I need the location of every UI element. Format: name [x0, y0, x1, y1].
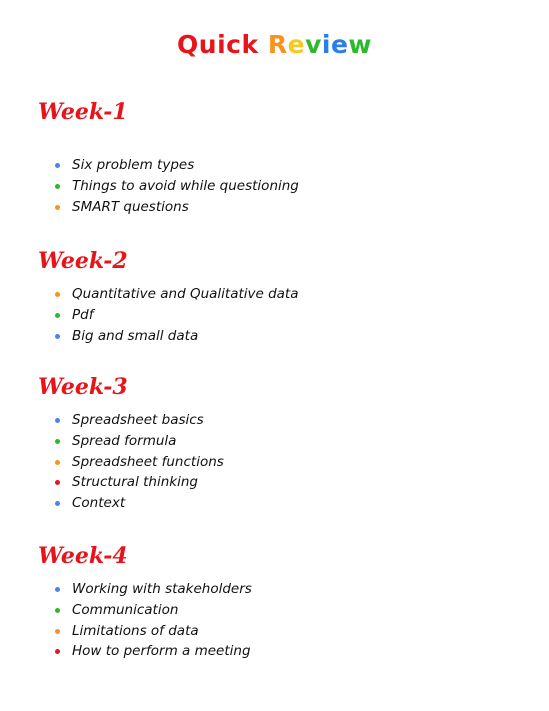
item-text: Spread formula: [72, 432, 177, 449]
week-heading: Week-4: [38, 543, 128, 569]
week-heading: Week-2: [38, 248, 128, 274]
bullet-dot-icon: [55, 334, 60, 339]
week-1-section: [38, 99, 299, 217]
title-letter: v: [305, 30, 322, 59]
bullet-dot-icon: [55, 629, 60, 634]
list-item: [38, 176, 299, 197]
bullet-dot-icon: [55, 163, 60, 168]
list-item: [38, 197, 299, 218]
page-title: [0, 30, 549, 59]
item-text: Things to avoid while questioning: [72, 177, 299, 194]
title-letter: i: [217, 30, 227, 59]
week-heading: Week-1: [38, 99, 128, 125]
list-item: [38, 621, 252, 642]
topic-list: [38, 284, 299, 346]
week-2-section: [38, 248, 299, 346]
item-text: Spreadsheet basics: [72, 412, 204, 428]
list-item: [38, 493, 224, 514]
list-item: [38, 472, 224, 493]
item-text: Structural thinking: [72, 474, 198, 491]
title-letter: c: [226, 30, 242, 59]
list-item: [38, 305, 299, 326]
week-3-section: [38, 374, 224, 514]
bullet-dot-icon: [55, 313, 60, 318]
list-item: [38, 431, 224, 452]
title-letter: w: [348, 30, 373, 59]
item-text: How to perform a meeting: [72, 643, 251, 660]
list-item: [38, 326, 299, 347]
bullet-dot-icon: [55, 587, 60, 592]
week-4-section: [38, 543, 252, 662]
title-letter: u: [198, 30, 218, 59]
title-letter: e: [287, 30, 306, 59]
bullet-dot-icon: [55, 184, 60, 189]
bullet-dot-icon: [55, 460, 60, 465]
week-heading: Week-3: [38, 374, 128, 400]
topic-list: [38, 155, 299, 217]
item-text: Communication: [72, 601, 179, 618]
list-item: [38, 641, 252, 662]
list-item: [38, 579, 252, 600]
bullet-dot-icon: [55, 439, 60, 444]
topic-list: [38, 579, 252, 662]
list-item: [38, 155, 299, 176]
list-item: [38, 600, 252, 621]
bullet-dot-icon: [55, 292, 60, 297]
bullet-dot-icon: [55, 205, 60, 210]
title-letter: R: [267, 30, 288, 59]
bullet-dot-icon: [55, 608, 60, 613]
item-text: Quantitative and Qualitative data: [72, 286, 299, 302]
list-item: [38, 410, 224, 431]
title-letter: i: [321, 30, 331, 59]
list-item: [38, 452, 224, 473]
list-item: [38, 284, 299, 305]
title-letter: k: [241, 30, 259, 59]
item-text: Spreadsheet functions: [72, 453, 224, 470]
item-text: Pdf: [72, 306, 94, 323]
bullet-dot-icon: [55, 418, 60, 423]
title-letter: Q: [176, 30, 199, 59]
bullet-dot-icon: [55, 501, 60, 506]
bullet-dot-icon: [55, 649, 60, 654]
item-text: Context: [72, 495, 126, 512]
item-text: Limitations of data: [72, 622, 199, 639]
title-letter: e: [330, 30, 349, 59]
title-letter: [259, 30, 268, 59]
item-text: SMART questions: [72, 198, 189, 215]
bullet-dot-icon: [55, 480, 60, 485]
topic-list: [38, 410, 224, 514]
item-text: Six problem types: [72, 157, 195, 173]
item-text: Big and small data: [72, 327, 199, 344]
item-text: Working with stakeholders: [72, 581, 252, 597]
